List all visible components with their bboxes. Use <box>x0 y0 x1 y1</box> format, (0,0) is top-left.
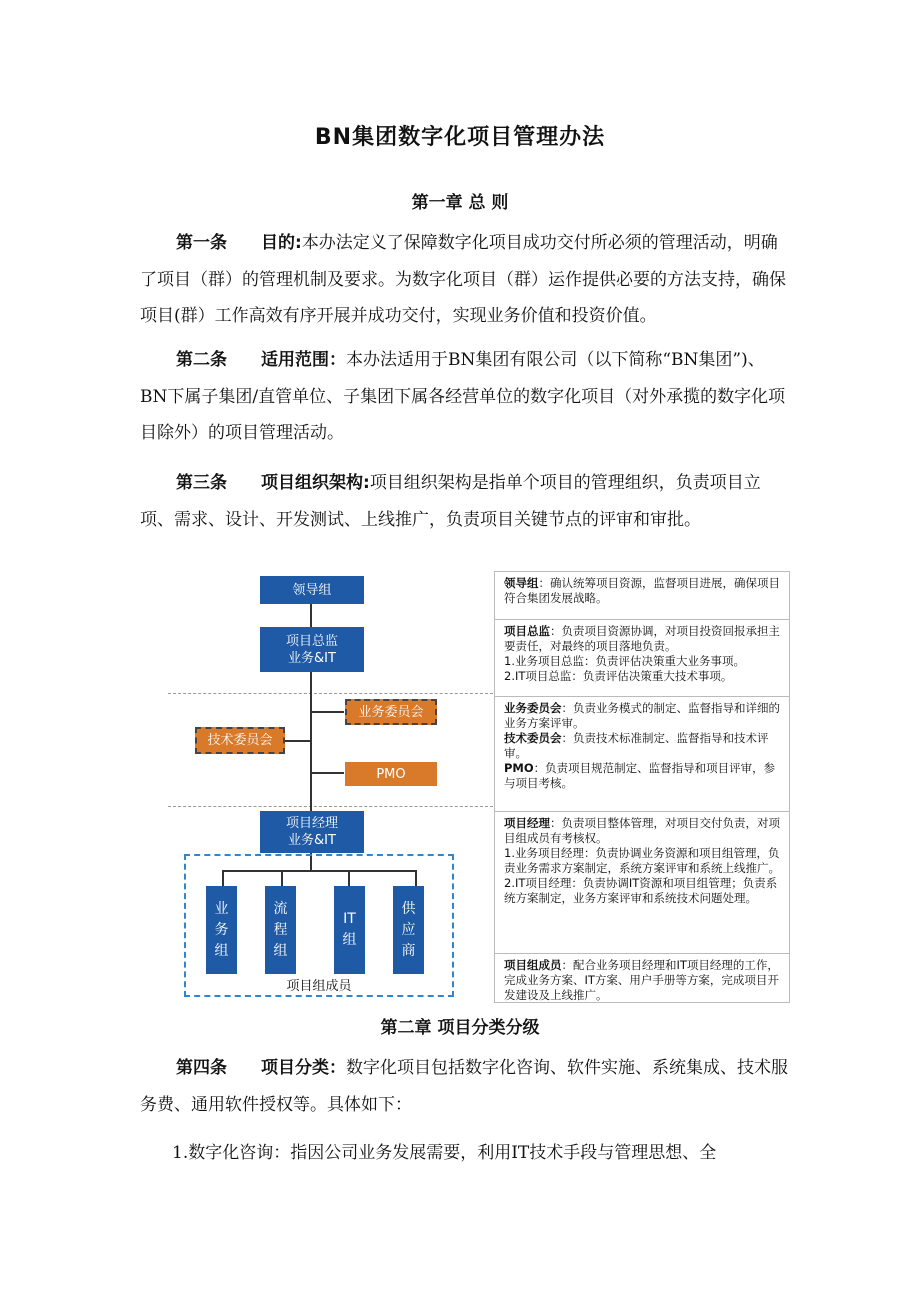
connector-line <box>311 772 344 774</box>
article-number: 第一条 <box>176 233 227 253</box>
desc-item: 1.业务项目经理：负责协调业务资源和项目组管理，负责业务需求方案制定，系统方案评审和系统上线推广。 <box>504 846 780 875</box>
desc-term: 项目组成员 <box>504 958 562 972</box>
article-term: 项目分类： <box>261 1058 346 1078</box>
node-pmo: PMO <box>345 762 437 786</box>
desc-project-manager <box>495 812 789 954</box>
desc-term: PMO <box>504 761 534 775</box>
desc-item: 1.业务项目总监：负责评估决策重大业务事项。 <box>504 654 745 668</box>
desc-item: 2.IT项目经理：负责协调IT资源和项目组管理；负责系统方案制定，业务方案评审和系统技术问题处理。 <box>504 876 778 905</box>
node-leader: 领导组 <box>260 576 364 604</box>
node-project-manager: 项目经理 业务&IT <box>260 811 364 853</box>
connector-line <box>311 711 344 713</box>
article-number: 第二条 <box>176 350 227 370</box>
article-2 <box>140 342 792 452</box>
node-member-it: IT 组 <box>334 886 365 974</box>
article-text: 项目组织架构是指单个项目的管理组织，负责项目立项、需求、设计、开发测试、上线推广，负责项目关键节点的评审和审批。 <box>140 473 761 530</box>
node-member-process: 流 程 组 <box>265 886 296 974</box>
desc-leader <box>495 572 789 620</box>
desc-term: 项目经理 <box>504 816 550 830</box>
desc-text: ：负责项目资源协调，对项目投资回报承担主要责任，对最终的项目落地负责。 <box>504 624 780 653</box>
desc-text: ：负责业务模式的制定、监督指导和详细的业务方案评审。 <box>504 701 780 730</box>
article-term: 目的: <box>261 233 302 253</box>
desc-text: ：负责项目整体管理，对项目交付负责，对项目组成员有考核权。 <box>504 816 780 845</box>
chapter-2-heading: 第二章 项目分类分级 <box>380 1018 540 1038</box>
desc-term: 技术委员会 <box>504 731 562 745</box>
article-text: 本办法适用于BN集团有限公司（以下简称“BN集团”)、BN下属子集团/直管单位、子集团下属各经营单位的数字化项目（对外承揽的数字化项目除外）的项目管理活动。 <box>140 350 786 443</box>
article-4 <box>140 1050 792 1123</box>
page-title: BN集团数字化项目管理办法 <box>314 125 606 150</box>
article-text: 数字化项目包括数字化咨询、软件实施、系统集成、技术服务费、通用软件授权等。具体如下： <box>140 1058 788 1115</box>
org-chart <box>168 565 493 1005</box>
desc-term: 项目总监 <box>504 624 550 638</box>
desc-text: ：确认统筹项目资源，监督项目进展，确保项目符合集团发展战略。 <box>504 576 780 605</box>
desc-text: ：负责项目规范制定、监督指导和项目评审，参与项目考核。 <box>504 761 776 790</box>
connector-line <box>283 740 311 742</box>
tier-separator <box>168 806 493 807</box>
desc-committees <box>495 697 789 812</box>
desc-text: ：配合业务项目经理和IT项目经理的工作，完成业务方案、IT方案、用户手册等方案，完成项目开发建设及上线推广。 <box>504 958 779 1002</box>
article-text: 本办法定义了保障数字化项目成功交付所必须的管理活动，明确了项目（群）的管理机制及要求。为数字化项目（群）运作提供必要的方法支持，确保项目(群）工作高效有序开展并成功交付，实现业务价值和投资价值。 <box>140 233 786 326</box>
node-biz-committee: 业务委员会 <box>345 699 437 725</box>
members-label: 项目组成员 <box>286 979 352 994</box>
role-description-table <box>494 571 790 1003</box>
article-number: 第四条 <box>176 1058 227 1078</box>
desc-director <box>495 620 789 697</box>
desc-text: ：负责技术标准制定、监督指导和技术评审。 <box>504 731 769 760</box>
article-1 <box>140 225 792 335</box>
article-term: 项目组织架构: <box>261 473 370 493</box>
node-director: 项目总监 业务&IT <box>260 627 364 672</box>
node-member-supplier: 供 应 商 <box>393 886 424 974</box>
tier-separator <box>168 693 493 694</box>
node-member-business: 业 务 组 <box>206 886 237 974</box>
article-3 <box>140 465 792 538</box>
desc-term: 领导组 <box>504 576 539 590</box>
desc-item: 2.IT项目总监：负责评估决策重大技术事项。 <box>504 669 733 683</box>
desc-term: 业务委员会 <box>504 701 562 715</box>
chapter-1-heading: 第一章 总 则 <box>411 193 509 213</box>
article-term: 适用范围： <box>261 350 346 370</box>
desc-members <box>495 954 789 1002</box>
article-number: 第三条 <box>176 473 227 493</box>
list-item-1: 1.数字化咨询：指因公司业务发展需要，利用IT技术手段与管理思想、全 <box>172 1143 717 1163</box>
node-tech-committee: 技术委员会 <box>195 727 285 754</box>
